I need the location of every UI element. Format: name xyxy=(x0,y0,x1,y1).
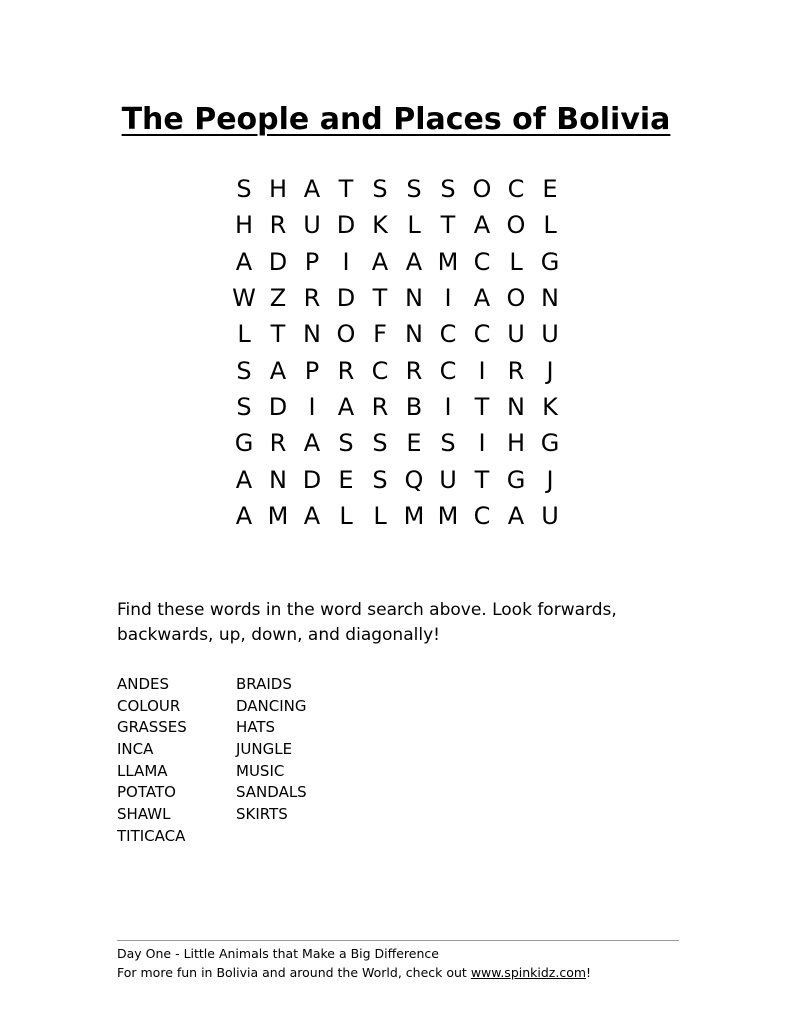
grid-row xyxy=(227,461,567,497)
grid-letter: R xyxy=(337,356,355,385)
grid-letter: R xyxy=(405,356,423,385)
word-list-column-2 xyxy=(236,674,355,848)
grid-letter: Q xyxy=(404,465,424,494)
grid-letter: L xyxy=(373,501,387,530)
grid-letter: S xyxy=(372,465,388,494)
grid-letter: S xyxy=(236,392,252,421)
grid-letter: I xyxy=(444,284,452,313)
grid-row xyxy=(227,244,567,280)
grid-letter: D xyxy=(302,465,322,494)
grid-letter: R xyxy=(269,429,287,458)
grid-letter: A xyxy=(303,175,321,204)
grid-letter: W xyxy=(232,284,256,313)
grid-letter: T xyxy=(474,465,490,494)
grid-letter: L xyxy=(543,211,557,240)
grid-letter: O xyxy=(506,211,526,240)
grid-letter: K xyxy=(372,211,388,240)
grid-letter: E xyxy=(542,175,558,204)
grid-letter: S xyxy=(406,175,422,204)
grid-letter: B xyxy=(405,392,423,421)
grid-letter: G xyxy=(540,247,560,276)
word-list-item: SHAWL xyxy=(117,805,171,824)
word-list-item: LLAMA xyxy=(117,761,168,780)
word-list-item: DANCING xyxy=(236,696,307,715)
grid-letter: R xyxy=(371,392,389,421)
page-title xyxy=(0,100,792,140)
grid-letter: K xyxy=(542,392,558,421)
grid-letter: M xyxy=(403,501,425,530)
grid-letter: A xyxy=(371,247,389,276)
grid-letter: E xyxy=(406,429,422,458)
grid-letter: M xyxy=(267,501,289,530)
word-list-column-1 xyxy=(117,674,236,848)
word-list-item: ANDES xyxy=(117,675,170,693)
grid-letter: L xyxy=(237,320,251,349)
grid-letter: C xyxy=(439,356,457,385)
word-list-item: COLOUR xyxy=(117,696,181,715)
grid-letter: C xyxy=(473,320,491,349)
grid-letter: Z xyxy=(269,284,287,313)
word-list-item: SKIRTS xyxy=(236,805,288,824)
grid-letter: N xyxy=(269,465,287,494)
grid-letter: D xyxy=(268,247,288,276)
instructions-line-2: backwards, up, down, and diagonally! xyxy=(117,625,440,645)
grid-letter: I xyxy=(308,392,316,421)
grid-letter: G xyxy=(234,429,254,458)
grid-row xyxy=(227,171,567,207)
word-search-grid xyxy=(227,171,567,534)
grid-letter: S xyxy=(372,175,388,204)
grid-letter: A xyxy=(405,247,423,276)
grid-letter: J xyxy=(546,356,554,385)
grid-letter: C xyxy=(439,320,457,349)
grid-letter: N xyxy=(507,392,525,421)
grid-row xyxy=(227,207,567,243)
grid-letter: P xyxy=(304,247,320,276)
grid-row xyxy=(227,498,567,534)
grid-letter: M xyxy=(437,501,459,530)
grid-letter: H xyxy=(506,429,526,458)
grid-letter: I xyxy=(444,392,452,421)
grid-letter: G xyxy=(540,429,560,458)
word-list-item: INCA xyxy=(117,740,154,759)
page-title-text: The People and Places of Bolivia xyxy=(121,102,671,137)
grid-letter: S xyxy=(440,175,456,204)
grid-letter: U xyxy=(541,320,559,349)
grid-letter: H xyxy=(234,211,254,240)
grid-letter: U xyxy=(303,211,321,240)
grid-letter: R xyxy=(303,284,321,313)
grid-letter: S xyxy=(372,429,388,458)
grid-letter: U xyxy=(507,320,525,349)
grid-letter: U xyxy=(541,501,559,530)
grid-letter: H xyxy=(268,175,288,204)
grid-letter: A xyxy=(507,501,525,530)
word-list-item: POTATO xyxy=(117,783,176,802)
grid-letter: S xyxy=(440,429,456,458)
grid-letter: A xyxy=(235,501,253,530)
grid-letter: A xyxy=(473,211,491,240)
grid-letter: A xyxy=(235,465,253,494)
grid-letter: T xyxy=(338,175,354,204)
grid-letter: A xyxy=(269,356,287,385)
grid-letter: C xyxy=(473,501,491,530)
grid-letter: C xyxy=(473,247,491,276)
grid-letter: S xyxy=(236,175,252,204)
word-list-item: MUSIC xyxy=(236,761,285,780)
grid-letter: A xyxy=(337,392,355,421)
word-list-item: JUNGLE xyxy=(236,740,293,759)
grid-letter: T xyxy=(372,284,388,313)
grid-letter: I xyxy=(342,247,350,276)
grid-letter: L xyxy=(509,247,523,276)
grid-letter: E xyxy=(338,465,354,494)
grid-letter: A xyxy=(473,284,491,313)
grid-letter: I xyxy=(478,356,486,385)
grid-letter: R xyxy=(269,211,287,240)
word-list-item: TITICACA xyxy=(117,826,186,845)
grid-letter: D xyxy=(268,392,288,421)
word-list-item: HATS xyxy=(236,718,276,737)
grid-row xyxy=(227,389,567,425)
grid-letter: N xyxy=(541,284,559,313)
grid-letter: T xyxy=(270,320,286,349)
word-list-item: GRASSES xyxy=(117,718,187,737)
grid-letter: S xyxy=(338,429,354,458)
grid-letter: I xyxy=(478,429,486,458)
grid-letter: M xyxy=(437,247,459,276)
grid-letter: C xyxy=(507,175,525,204)
grid-letter: N xyxy=(405,284,423,313)
grid-letter: A xyxy=(303,501,321,530)
grid-letter: U xyxy=(439,465,457,494)
grid-letter: S xyxy=(236,356,252,385)
word-list-item: SANDALS xyxy=(236,783,307,802)
grid-letter: P xyxy=(304,356,320,385)
grid-letter: L xyxy=(407,211,421,240)
footer-line-2-end: ! xyxy=(586,965,592,980)
grid-letter: A xyxy=(235,247,253,276)
footer-line-2-text: For more fun in Bolivia and around the World, check out xyxy=(117,965,471,980)
grid-letter: J xyxy=(546,465,554,494)
grid-letter: D xyxy=(336,211,356,240)
grid-row xyxy=(227,425,567,461)
footer-line-2 xyxy=(117,963,591,982)
grid-letter: T xyxy=(440,211,456,240)
footer-divider xyxy=(117,940,679,941)
grid-letter: L xyxy=(339,501,353,530)
footer-line-1: Day One - Little Animals that Make a Big Difference xyxy=(117,946,439,961)
grid-letter: D xyxy=(336,284,356,313)
grid-letter: O xyxy=(506,284,526,313)
grid-letter: C xyxy=(371,356,389,385)
grid-letter: G xyxy=(506,465,526,494)
spinkidz-link[interactable]: www.spinkidz.com xyxy=(470,965,587,980)
footer xyxy=(117,944,591,982)
grid-row xyxy=(227,316,567,352)
grid-letter: T xyxy=(474,392,490,421)
grid-letter: F xyxy=(373,320,387,349)
grid-row xyxy=(227,352,567,388)
grid-row xyxy=(227,280,567,316)
grid-letter: O xyxy=(336,320,356,349)
grid-letter: O xyxy=(472,175,492,204)
grid-letter: N xyxy=(303,320,321,349)
grid-letter: R xyxy=(507,356,525,385)
grid-letter: A xyxy=(303,429,321,458)
word-list xyxy=(117,674,355,848)
instructions-line-1: Find these words in the word search above. Look forwards, xyxy=(117,600,617,620)
grid-letter: N xyxy=(405,320,423,349)
word-list-item: BRAIDS xyxy=(236,675,292,693)
instructions xyxy=(117,598,657,648)
